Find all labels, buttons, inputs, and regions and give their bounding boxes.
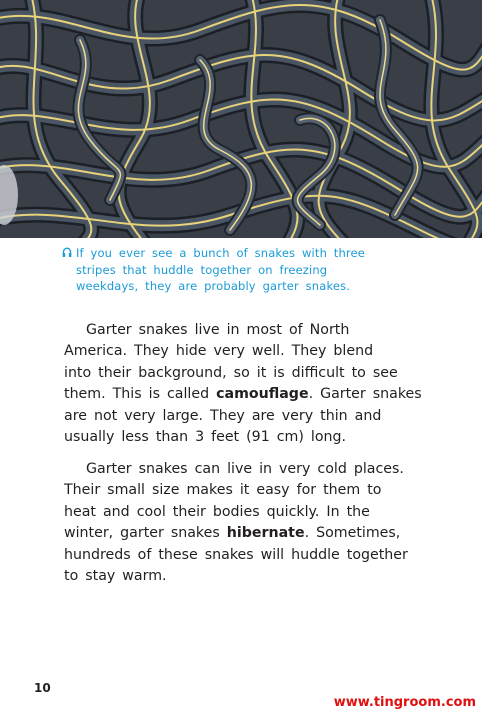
text-line: hundreds of these snakes will huddle together	[64, 546, 408, 563]
glossary-term-camouflage: camouflage	[216, 386, 309, 403]
page-number: 10	[34, 681, 51, 695]
text-line: to stay warm.	[64, 568, 167, 585]
text-line	[64, 523, 424, 544]
text-fragment: them. This is called	[64, 386, 217, 403]
text-fragment: . Garter snakes	[308, 386, 422, 403]
text-line	[64, 384, 424, 405]
text-line: heat and cool their bodies quickly. In the	[64, 503, 370, 520]
text-line: are not very large. They are very thin and	[64, 407, 382, 424]
photo-caption	[62, 245, 392, 295]
watermark: www.tingroom.com	[333, 695, 476, 710]
text-fragment: . Sometimes,	[304, 525, 401, 542]
caption-text: If you ever see a bunch of snakes with three	[76, 246, 365, 260]
text-fragment: winter, garter snakes	[64, 525, 227, 542]
text-line: America. They hide very well. They blend	[64, 343, 374, 360]
glossary-term-hibernate: hibernate	[226, 525, 305, 542]
paragraph-2	[64, 459, 424, 587]
caption-line: stripes that huddle together on freezing	[76, 262, 328, 277]
text-line: Garter snakes live in most of North	[86, 322, 350, 338]
snakes-photo	[0, 0, 482, 238]
text-line: into their background, so it is difficult to see	[64, 364, 398, 381]
caption-line: weekdays, they are probably garter snakes.	[76, 279, 351, 293]
caption-line	[62, 245, 392, 262]
text-line: Their small size makes it easy for them to	[64, 482, 382, 499]
text-line: usually less than 3 feet (91 cm) long.	[64, 429, 347, 446]
paragraph-1	[64, 320, 424, 448]
audio-icon	[62, 247, 72, 258]
text-line: Garter snakes can live in very cold places.	[86, 461, 404, 477]
